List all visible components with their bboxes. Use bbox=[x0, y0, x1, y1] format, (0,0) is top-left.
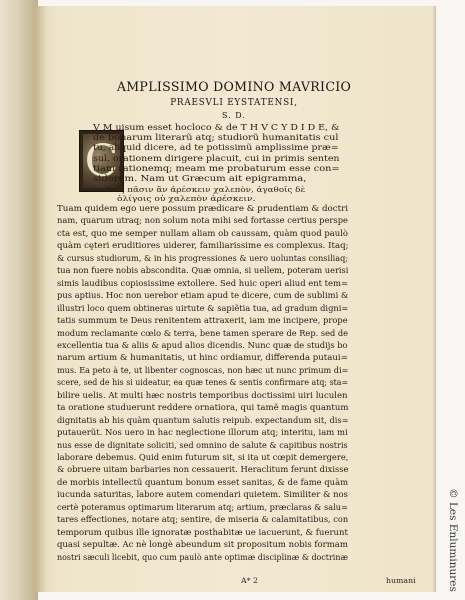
text-line: simis laudibus copiosissime extollere. Sed huic operi aliud ent tem= bbox=[57, 278, 348, 288]
text-line: & cursus studiorum, & in his progressiones & uero uoluntas consiliaq; bbox=[57, 253, 349, 263]
dedication-salutation: S. D. bbox=[222, 111, 246, 120]
text-line: de morbis intellectũ quantum bonum esset sanitas, & de fame quàm bbox=[57, 477, 349, 487]
text-line: illustri loco quem obtineras uirtute & sapiẽtia tua, ad gradum digni= bbox=[57, 303, 349, 313]
text-line: certè poteramus optimarum literarum atq; artium, præclaras & salu= bbox=[57, 502, 348, 512]
text-line: V M uisum esset hocloco & de T H V C Y D I D E, & bbox=[93, 123, 340, 132]
text-line: excellentia tua & aliis & apud alios dicendis. Nunc quæ de studijs bo bbox=[57, 340, 348, 350]
text-line: laborare debemus. Quid enim futurum sit, si ita ut cœpit demergere, bbox=[57, 453, 349, 462]
text-line: temporum quibus ille ignoratæ posthabitæ ue iacuerunt, & fuerunt bbox=[57, 527, 348, 537]
text-line: tares effectiones, notare atq; sentire, de miseria & calamitatibus, con bbox=[57, 515, 349, 525]
text-line: sul, orationem dirigere placuit, cui in primis senten bbox=[93, 153, 340, 163]
text-line: modum reclamante cœlo & terra, bene tamen sperare de Rep. sed de bbox=[57, 328, 349, 338]
text-line: nostri sæculi licebit, quo cum paulò ante optimæ disciplinæ & doctrinæ bbox=[57, 552, 348, 562]
text-line: dignitatis ab his quàm quantum salutis reipub. expectandum sit, dis= bbox=[57, 415, 349, 425]
text-line: nus esse de dignitate soliciti, sed omnino de salute & capitibus nostris bbox=[57, 440, 348, 450]
signature-mark: A* 2 bbox=[241, 576, 258, 585]
text-line: tua non fuere nobis abscondita. Quæ omnia, si uellem, poteram uerisi bbox=[57, 266, 349, 276]
text-line: nam, quarum utraq; non solum nota mihi sed fortasse certius perspe bbox=[57, 216, 348, 226]
text-line: quàm cęteri eruditiores uiderer, familiarissime es complexus. Itaq; bbox=[57, 241, 349, 251]
text-line: pus aptius. Hoc non uerebor etiam apud te dicere, cum de sublimi & bbox=[57, 291, 349, 301]
catchword: humani bbox=[386, 576, 416, 585]
copyright-watermark bbox=[444, 488, 462, 592]
text-line: scere, sed de his si uideatur, ea quæ tenes & sentis confirmare atq; sta= bbox=[57, 378, 349, 388]
text-line: siderem. Nam ut Græcum ait epigramma, bbox=[93, 174, 307, 183]
text-line: & obruere uitam barbaries non cessauerit. Heraclitum ferunt dixisse bbox=[57, 465, 349, 475]
text-line: narum artium & humanitatis, ut hinc ordiamur, differenda putaui= bbox=[57, 353, 348, 363]
dedication-heading: AMPLISSIMO DOMINO MAVRICIO bbox=[116, 79, 352, 94]
copyright-watermark-text: © Les Enluminures bbox=[447, 488, 459, 592]
decorated-initial-letter: C bbox=[84, 135, 119, 187]
text-line: iucunda saturitas, labore autem comendari quietem. Similiter & nos bbox=[57, 490, 348, 500]
text-line: putauerũt. Nos uero in hac neglectione illorum atq; interitu, iam mi bbox=[57, 428, 348, 438]
text-line: bilire uelis. At multi hæc nostris temporibus doctissimi uiri luculen bbox=[57, 390, 348, 400]
text-line: Τοῖς πᾶσιν ἂν ἀρέσκειν χαλεπὸν, ἀγαθοῖς δὲ bbox=[105, 185, 306, 194]
text-line: tatis summum te Deus renitentem attraxerit, iam me incipere, prope bbox=[57, 316, 348, 326]
text-line: tiam rationemq; meam me probaturum esse con= bbox=[93, 163, 340, 173]
book-page bbox=[34, 6, 433, 592]
text-line: ta oratione studuerunt reddere ornatiora, qui tamẽ magis quantum bbox=[57, 403, 349, 413]
text-line: quasi sepultæ. Ac nè longè abeundum sit propositum nobis formam bbox=[57, 540, 348, 550]
text-line: ὀλίγοις οὐ χαλεπὸν ἀρέσκειν. bbox=[117, 194, 256, 203]
dedication-subheading: PRAESVLI EYSTATENSI, bbox=[170, 98, 298, 108]
text-line: tu, aliquid dicere, ad te potissimũ amplissime præ= bbox=[93, 143, 339, 153]
text-line: mus. Ea peto à te, ut libenter cognoscas, non hæc ut nunc primum di= bbox=[57, 365, 349, 375]
book-left-edge bbox=[0, 0, 38, 600]
text-line: de bonarum literarũ atq; studiorũ humanitatis cul bbox=[93, 133, 339, 143]
text-line: cta est, quo me semper nullam aliam ob caussam, quàm quod paulò bbox=[57, 228, 349, 238]
text-line: Tuam quidem ego uere possum prædicare & prudentiam & doctri bbox=[57, 204, 349, 213]
